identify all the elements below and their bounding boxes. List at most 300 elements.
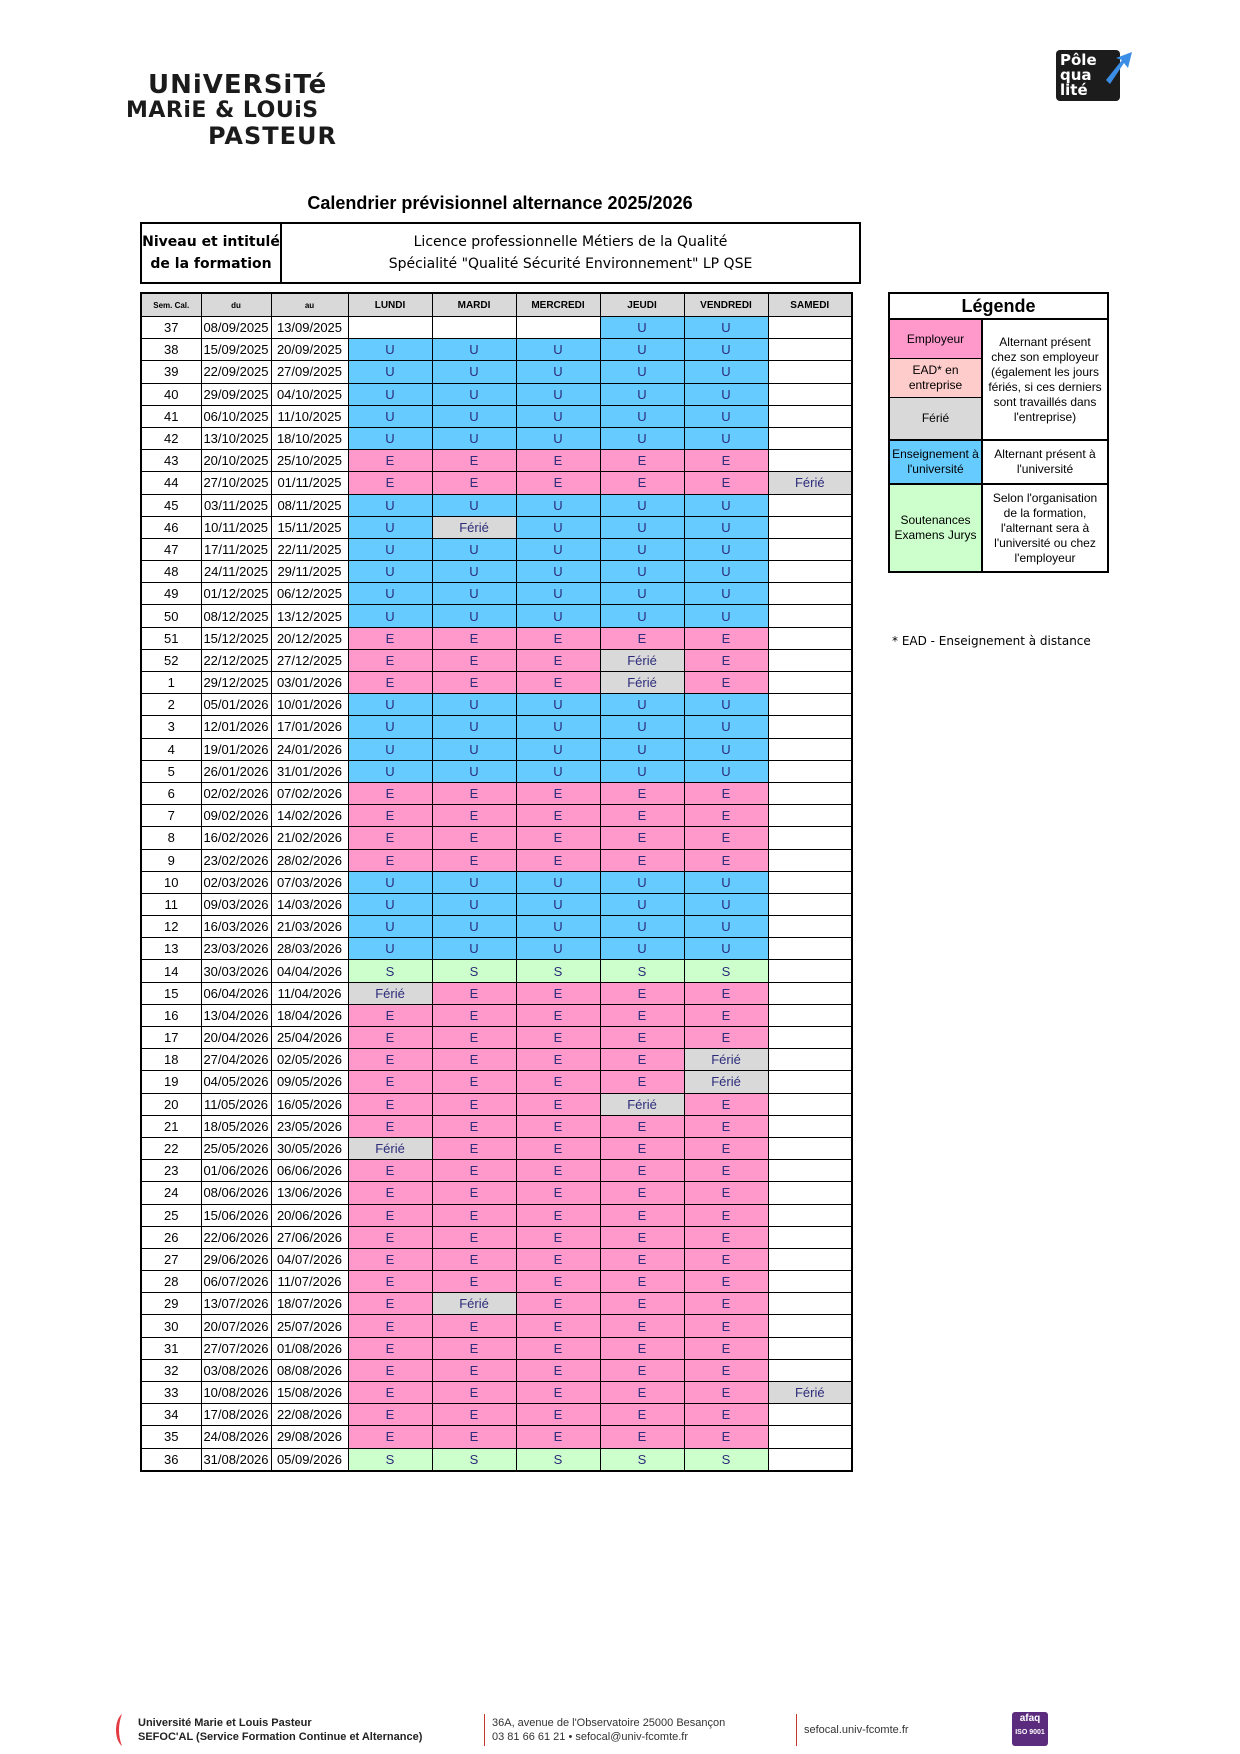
start-date-cell: 24/11/2025 xyxy=(201,561,271,583)
calendar-row xyxy=(141,938,852,960)
day-status-cell: E xyxy=(684,1248,768,1270)
day-status-cell: E xyxy=(600,1004,684,1026)
formation-value xyxy=(282,224,859,282)
week-number-cell: 25 xyxy=(141,1204,201,1226)
end-date-cell: 27/12/2025 xyxy=(271,649,348,671)
day-status-cell: E xyxy=(600,1404,684,1426)
day-status-cell: U xyxy=(600,916,684,938)
day-status-cell xyxy=(768,1248,852,1270)
calendar-row xyxy=(141,672,852,694)
day-status-cell: U xyxy=(432,427,516,449)
week-number-cell: 52 xyxy=(141,649,201,671)
day-status-cell: E xyxy=(684,849,768,871)
day-status-cell: E xyxy=(432,1093,516,1115)
day-status-cell: E xyxy=(516,1226,600,1248)
legend-group-employeur xyxy=(890,320,1107,441)
legend-desc-employeur: Alternant présent chez son employeur (également les jours fériés, si ces derniers sont travaillés dans l'entreprise) xyxy=(988,334,1102,424)
day-status-cell: E xyxy=(432,1204,516,1226)
day-status-cell: U xyxy=(432,716,516,738)
start-date-cell: 06/04/2026 xyxy=(201,982,271,1004)
end-date-cell: 28/03/2026 xyxy=(271,938,348,960)
week-number-cell: 28 xyxy=(141,1271,201,1293)
calendar-row xyxy=(141,427,852,449)
day-status-cell: E xyxy=(348,1359,432,1381)
day-status-cell: E xyxy=(432,1271,516,1293)
start-date-cell: 24/08/2026 xyxy=(201,1426,271,1448)
day-status-cell: E xyxy=(684,982,768,1004)
day-status-cell xyxy=(768,916,852,938)
legend-desc-soutenances: Selon l'organisation de la formation, l'alternant sera à l'université ou chez l'employeur xyxy=(992,490,1098,565)
start-date-cell: 02/02/2026 xyxy=(201,782,271,804)
end-date-cell: 20/09/2025 xyxy=(271,339,348,361)
pole-line-2: qua xyxy=(1060,66,1092,84)
day-status-cell: E xyxy=(516,849,600,871)
day-status-cell xyxy=(768,1093,852,1115)
day-status-cell: Férié xyxy=(600,1093,684,1115)
week-number-cell: 48 xyxy=(141,561,201,583)
calendar-body xyxy=(141,317,852,1471)
end-date-cell: 23/05/2026 xyxy=(271,1115,348,1137)
end-date-cell: 25/10/2025 xyxy=(271,450,348,472)
day-status-cell: E xyxy=(348,1049,432,1071)
day-status-cell xyxy=(768,960,852,982)
footer-address xyxy=(492,1716,725,1744)
day-status-cell: U xyxy=(600,494,684,516)
day-status-cell: U xyxy=(684,383,768,405)
start-date-cell: 13/04/2026 xyxy=(201,1004,271,1026)
legend-desc-universite: Alternant présent à l'université xyxy=(994,447,1096,476)
day-status-cell: E xyxy=(600,1271,684,1293)
end-date-cell: 27/06/2026 xyxy=(271,1226,348,1248)
day-status-cell: U xyxy=(348,760,432,782)
day-status-cell: S xyxy=(516,960,600,982)
day-status-cell: E xyxy=(516,672,600,694)
document-title: Calendrier prévisionnel alternance 2025/2026 xyxy=(307,193,693,213)
day-status-cell: E xyxy=(684,1293,768,1315)
week-number-cell: 31 xyxy=(141,1337,201,1359)
day-status-cell: E xyxy=(432,1004,516,1026)
day-status-cell xyxy=(768,494,852,516)
day-status-cell: U xyxy=(348,716,432,738)
day-status-cell: U xyxy=(600,317,684,339)
end-date-cell: 07/02/2026 xyxy=(271,782,348,804)
day-status-cell: E xyxy=(684,1359,768,1381)
day-status-cell: U xyxy=(432,339,516,361)
day-status-cell: U xyxy=(600,694,684,716)
end-date-cell: 22/08/2026 xyxy=(271,1404,348,1426)
calendar-row xyxy=(141,383,852,405)
day-status-cell: U xyxy=(516,494,600,516)
calendar-table xyxy=(140,292,853,1472)
day-status-cell: S xyxy=(432,1448,516,1471)
calendar-row xyxy=(141,1115,852,1137)
start-date-cell: 20/04/2026 xyxy=(201,1027,271,1049)
legend-key-universite: Enseignement à l'université xyxy=(890,441,981,483)
calendar-row xyxy=(141,1426,852,1448)
day-status-cell xyxy=(768,1315,852,1337)
day-status-cell: U xyxy=(348,405,432,427)
day-status-cell: E xyxy=(684,649,768,671)
end-date-cell: 22/11/2025 xyxy=(271,538,348,560)
start-date-cell: 05/01/2026 xyxy=(201,694,271,716)
day-status-cell: U xyxy=(516,561,600,583)
day-status-cell: U xyxy=(516,361,600,383)
day-status-cell: E xyxy=(600,450,684,472)
start-date-cell: 10/08/2026 xyxy=(201,1382,271,1404)
day-status-cell: E xyxy=(684,672,768,694)
calendar-row xyxy=(141,1448,852,1471)
start-date-cell: 01/12/2025 xyxy=(201,583,271,605)
day-status-cell xyxy=(768,760,852,782)
footer-name-line-2: SEFOC'AL (Service Formation Continue et Alternance) xyxy=(138,1731,423,1743)
day-status-cell: Férié xyxy=(768,1382,852,1404)
week-number-cell: 10 xyxy=(141,871,201,893)
day-status-cell: Férié xyxy=(684,1049,768,1071)
start-date-cell: 22/12/2025 xyxy=(201,649,271,671)
day-status-cell xyxy=(768,339,852,361)
day-status-cell: E xyxy=(684,627,768,649)
end-date-cell: 08/11/2025 xyxy=(271,494,348,516)
day-status-cell: E xyxy=(684,1426,768,1448)
day-status-cell: U xyxy=(684,538,768,560)
day-status-cell: E xyxy=(516,1382,600,1404)
week-number-cell: 8 xyxy=(141,827,201,849)
day-status-cell: U xyxy=(516,427,600,449)
start-date-cell: 30/03/2026 xyxy=(201,960,271,982)
day-status-cell: E xyxy=(348,472,432,494)
end-date-cell: 09/05/2026 xyxy=(271,1071,348,1093)
day-status-cell: U xyxy=(432,561,516,583)
day-status-cell: U xyxy=(600,339,684,361)
day-status-cell xyxy=(768,450,852,472)
formation-label-line-2: de la formation xyxy=(150,256,272,272)
day-status-cell: U xyxy=(348,738,432,760)
day-status-cell: E xyxy=(516,627,600,649)
day-status-cell: E xyxy=(348,649,432,671)
column-header: au xyxy=(271,293,348,317)
day-status-cell: U xyxy=(600,405,684,427)
day-status-cell: Férié xyxy=(348,982,432,1004)
day-status-cell: U xyxy=(600,716,684,738)
day-status-cell: U xyxy=(684,427,768,449)
footer-address-line-1: 36A, avenue de l'Observatoire 25000 Besançon xyxy=(492,1717,726,1729)
day-status-cell: U xyxy=(432,694,516,716)
start-date-cell: 15/06/2026 xyxy=(201,1204,271,1226)
day-status-cell xyxy=(768,805,852,827)
start-date-cell: 23/02/2026 xyxy=(201,849,271,871)
end-date-cell: 02/05/2026 xyxy=(271,1049,348,1071)
week-number-cell: 12 xyxy=(141,916,201,938)
day-status-cell: E xyxy=(516,649,600,671)
day-status-cell xyxy=(768,849,852,871)
day-status-cell: U xyxy=(432,938,516,960)
day-status-cell: E xyxy=(348,1204,432,1226)
day-status-cell: E xyxy=(600,1182,684,1204)
day-status-cell: E xyxy=(432,672,516,694)
day-status-cell: U xyxy=(432,538,516,560)
day-status-cell: E xyxy=(684,1004,768,1026)
day-status-cell: U xyxy=(600,871,684,893)
day-status-cell: U xyxy=(684,405,768,427)
day-status-cell: E xyxy=(432,1382,516,1404)
end-date-cell: 03/01/2026 xyxy=(271,672,348,694)
day-status-cell: E xyxy=(684,1226,768,1248)
afaq-badge-line-2: ISO 9001 xyxy=(1015,1729,1045,1736)
day-status-cell xyxy=(768,782,852,804)
day-status-cell: E xyxy=(516,1182,600,1204)
day-status-cell xyxy=(768,1448,852,1471)
day-status-cell: U xyxy=(684,938,768,960)
day-status-cell: U xyxy=(600,361,684,383)
column-header: du xyxy=(201,293,271,317)
calendar-row xyxy=(141,827,852,849)
week-number-cell: 38 xyxy=(141,339,201,361)
day-status-cell: E xyxy=(600,782,684,804)
end-date-cell: 06/12/2025 xyxy=(271,583,348,605)
day-status-cell: E xyxy=(348,1226,432,1248)
start-date-cell: 06/10/2025 xyxy=(201,405,271,427)
day-status-cell: E xyxy=(432,1027,516,1049)
end-date-cell: 08/08/2026 xyxy=(271,1359,348,1381)
start-date-cell: 22/09/2025 xyxy=(201,361,271,383)
day-status-cell: U xyxy=(684,339,768,361)
formation-box xyxy=(140,222,861,284)
day-status-cell: E xyxy=(432,1426,516,1448)
week-number-cell: 11 xyxy=(141,893,201,915)
day-status-cell xyxy=(768,561,852,583)
day-status-cell xyxy=(768,649,852,671)
day-status-cell: E xyxy=(684,1404,768,1426)
end-date-cell: 16/05/2026 xyxy=(271,1093,348,1115)
day-status-cell: S xyxy=(348,1448,432,1471)
calendar-row xyxy=(141,1071,852,1093)
day-status-cell xyxy=(432,317,516,339)
day-status-cell: U xyxy=(348,516,432,538)
day-status-cell: E xyxy=(684,827,768,849)
day-status-cell: U xyxy=(684,494,768,516)
day-status-cell: Férié xyxy=(432,516,516,538)
day-status-cell: U xyxy=(348,339,432,361)
day-status-cell: E xyxy=(432,1337,516,1359)
calendar-row xyxy=(141,1137,852,1159)
day-status-cell xyxy=(768,1071,852,1093)
end-date-cell: 18/04/2026 xyxy=(271,1004,348,1026)
start-date-cell: 08/12/2025 xyxy=(201,605,271,627)
day-status-cell: E xyxy=(348,1027,432,1049)
day-status-cell: E xyxy=(516,1426,600,1448)
day-status-cell: E xyxy=(600,805,684,827)
day-status-cell: E xyxy=(432,827,516,849)
day-status-cell: U xyxy=(684,694,768,716)
end-date-cell: 15/11/2025 xyxy=(271,516,348,538)
start-date-cell: 11/05/2026 xyxy=(201,1093,271,1115)
day-status-cell: U xyxy=(432,605,516,627)
day-status-cell: E xyxy=(600,1226,684,1248)
day-status-cell: E xyxy=(432,1160,516,1182)
column-header: MERCREDI xyxy=(516,293,600,317)
arrow-icon xyxy=(1104,50,1134,86)
day-status-cell: U xyxy=(432,871,516,893)
calendar-row xyxy=(141,605,852,627)
afaq-badge-line-1: afaq xyxy=(1019,1713,1041,1724)
day-status-cell: U xyxy=(600,538,684,560)
day-status-cell: E xyxy=(600,827,684,849)
calendar-row xyxy=(141,1182,852,1204)
formation-label-line-1: Niveau et intitulé xyxy=(142,234,280,250)
day-status-cell: U xyxy=(516,893,600,915)
day-status-cell xyxy=(768,317,852,339)
day-status-cell: E xyxy=(600,1337,684,1359)
day-status-cell xyxy=(768,1049,852,1071)
day-status-cell xyxy=(768,583,852,605)
day-status-cell: S xyxy=(684,960,768,982)
universite-logo xyxy=(126,70,336,150)
week-number-cell: 3 xyxy=(141,716,201,738)
week-number-cell: 30 xyxy=(141,1315,201,1337)
footer-divider xyxy=(796,1714,797,1746)
footer-website[interactable]: sefocal.univ-fcomte.fr xyxy=(804,1724,909,1736)
start-date-cell: 31/08/2026 xyxy=(201,1448,271,1471)
end-date-cell: 11/04/2026 xyxy=(271,982,348,1004)
calendar-row xyxy=(141,1382,852,1404)
calendar-row xyxy=(141,916,852,938)
day-status-cell: Férié xyxy=(600,672,684,694)
day-status-cell: E xyxy=(516,1359,600,1381)
calendar-row xyxy=(141,1248,852,1270)
day-status-cell: E xyxy=(684,450,768,472)
day-status-cell: S xyxy=(684,1448,768,1471)
start-date-cell: 08/06/2026 xyxy=(201,1182,271,1204)
start-date-cell: 16/03/2026 xyxy=(201,916,271,938)
day-status-cell: U xyxy=(684,317,768,339)
day-status-cell: U xyxy=(516,583,600,605)
day-status-cell: E xyxy=(684,1382,768,1404)
day-status-cell: U xyxy=(348,938,432,960)
calendar-row xyxy=(141,1293,852,1315)
start-date-cell: 15/12/2025 xyxy=(201,627,271,649)
calendar-row xyxy=(141,538,852,560)
day-status-cell: U xyxy=(348,427,432,449)
calendar-row xyxy=(141,561,852,583)
end-date-cell: 07/03/2026 xyxy=(271,871,348,893)
day-status-cell: U xyxy=(432,494,516,516)
start-date-cell: 20/07/2026 xyxy=(201,1315,271,1337)
day-status-cell: U xyxy=(516,605,600,627)
day-status-cell: E xyxy=(432,1315,516,1337)
day-status-cell: E xyxy=(684,1315,768,1337)
legend-group-soutenances xyxy=(890,485,1107,571)
week-number-cell: 22 xyxy=(141,1137,201,1159)
day-status-cell: U xyxy=(684,916,768,938)
day-status-cell: E xyxy=(516,1115,600,1137)
calendar-row xyxy=(141,317,852,339)
week-number-cell: 9 xyxy=(141,849,201,871)
end-date-cell: 25/07/2026 xyxy=(271,1315,348,1337)
day-status-cell: U xyxy=(600,427,684,449)
day-status-cell: U xyxy=(516,405,600,427)
week-number-cell: 32 xyxy=(141,1359,201,1381)
start-date-cell: 13/10/2025 xyxy=(201,427,271,449)
legend-keys xyxy=(890,441,983,483)
calendar-row xyxy=(141,1093,852,1115)
day-status-cell: E xyxy=(432,782,516,804)
calendar-row xyxy=(141,1204,852,1226)
start-date-cell: 03/08/2026 xyxy=(201,1359,271,1381)
week-number-cell: 17 xyxy=(141,1027,201,1049)
day-status-cell: E xyxy=(516,982,600,1004)
week-number-cell: 2 xyxy=(141,694,201,716)
day-status-cell: U xyxy=(432,916,516,938)
day-status-cell: E xyxy=(600,1248,684,1270)
day-status-cell: E xyxy=(348,627,432,649)
day-status-cell xyxy=(768,605,852,627)
logo-line-2: MARiE & LOUiS xyxy=(126,98,319,123)
column-header: VENDREDI xyxy=(684,293,768,317)
day-status-cell: E xyxy=(348,1271,432,1293)
calendar-row xyxy=(141,1226,852,1248)
calendar-row xyxy=(141,1315,852,1337)
day-status-cell: E xyxy=(516,1293,600,1315)
start-date-cell: 06/07/2026 xyxy=(201,1271,271,1293)
start-date-cell: 27/10/2025 xyxy=(201,472,271,494)
start-date-cell: 09/03/2026 xyxy=(201,893,271,915)
footer-institution xyxy=(138,1716,422,1744)
day-status-cell: E xyxy=(348,672,432,694)
end-date-cell: 13/06/2026 xyxy=(271,1182,348,1204)
day-status-cell: U xyxy=(684,583,768,605)
start-date-cell: 29/09/2025 xyxy=(201,383,271,405)
week-number-cell: 16 xyxy=(141,1004,201,1026)
day-status-cell: E xyxy=(432,1071,516,1093)
end-date-cell: 24/01/2026 xyxy=(271,738,348,760)
day-status-cell: U xyxy=(600,383,684,405)
calendar-row xyxy=(141,1404,852,1426)
start-date-cell: 17/08/2026 xyxy=(201,1404,271,1426)
day-status-cell xyxy=(768,1204,852,1226)
end-date-cell: 04/04/2026 xyxy=(271,960,348,982)
start-date-cell: 23/03/2026 xyxy=(201,938,271,960)
day-status-cell: E xyxy=(600,1315,684,1337)
day-status-cell xyxy=(768,1271,852,1293)
week-number-cell: 46 xyxy=(141,516,201,538)
day-status-cell: U xyxy=(516,339,600,361)
week-number-cell: 37 xyxy=(141,317,201,339)
day-status-cell xyxy=(768,361,852,383)
day-status-cell xyxy=(768,1293,852,1315)
day-status-cell xyxy=(768,694,852,716)
end-date-cell: 18/07/2026 xyxy=(271,1293,348,1315)
day-status-cell: E xyxy=(432,1182,516,1204)
end-date-cell: 28/02/2026 xyxy=(271,849,348,871)
end-date-cell: 20/06/2026 xyxy=(271,1204,348,1226)
start-date-cell: 17/11/2025 xyxy=(201,538,271,560)
day-status-cell xyxy=(768,383,852,405)
day-status-cell: U xyxy=(684,716,768,738)
day-status-cell: U xyxy=(516,383,600,405)
week-number-cell: 14 xyxy=(141,960,201,982)
week-number-cell: 5 xyxy=(141,760,201,782)
day-status-cell: S xyxy=(348,960,432,982)
day-status-cell: E xyxy=(516,1049,600,1071)
calendar-row xyxy=(141,1049,852,1071)
day-status-cell: U xyxy=(432,893,516,915)
day-status-cell: U xyxy=(684,871,768,893)
logo-line-3: PASTEUR xyxy=(208,122,337,150)
formation-label xyxy=(142,224,282,282)
calendar-row xyxy=(141,805,852,827)
day-status-cell xyxy=(768,938,852,960)
day-status-cell: E xyxy=(432,1226,516,1248)
